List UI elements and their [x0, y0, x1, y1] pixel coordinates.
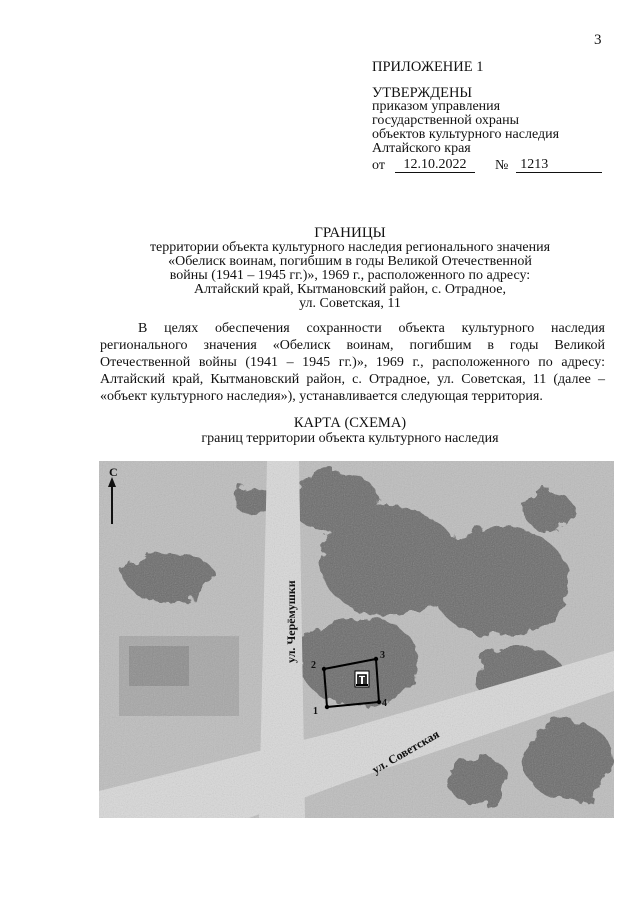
heading-line: территории объекта культурного наследия регионального значения — [149, 240, 551, 255]
order-date: 12.10.2022 — [395, 158, 475, 173]
heading-title: ГРАНИЦЫ — [314, 225, 386, 241]
boundary-point-2 — [322, 667, 326, 671]
approval-line: Алтайского края — [372, 141, 471, 156]
north-label: С — [109, 465, 118, 479]
heading-line: «Обелиск воинам, погибшим в годы Великой Отечественной — [168, 254, 532, 269]
order-number: 1213 — [516, 158, 602, 173]
street-label-cheremushki: ул. Черёмушки — [284, 580, 298, 663]
appendix-label: ПРИЛОЖЕНИЕ 1 — [372, 59, 484, 75]
order-details — [372, 158, 602, 173]
heading-line: войны (1941 – 1945 гг.)», 1969 г., расположенного по адресу: — [169, 268, 531, 283]
map-title-block — [100, 416, 600, 446]
document-heading — [100, 226, 600, 311]
map-title: КАРТА (СХЕМА) — [293, 415, 407, 431]
page-number: 3 — [594, 32, 602, 48]
approval-line: объектов культурного наследия — [372, 127, 560, 142]
approval-line: государственной охраны — [372, 113, 520, 128]
approval-line: приказом управления — [372, 99, 501, 114]
approved-label: УТВЕРЖДЕНЫ — [372, 85, 473, 101]
boundary-point-4 — [377, 700, 381, 704]
boundary-point-3 — [374, 657, 378, 661]
boundary-point-1 — [325, 705, 329, 709]
from-label: от — [372, 158, 385, 173]
intro-paragraph: В целях обеспечения сохранности объекта культурного наследия регионального значения «Обелиск воинам, погибшим в годы Великой Отечественной войны (1941 – 1945 гг.)», 1969 г., расположенного по адресу: Алтайский край, Кытмановский район, с. Отрадное, ул. Советская, 11 (далее – «объект культурного наследия»), устанавливается следующая территория. — [100, 321, 605, 404]
point-label-1: 1 — [313, 706, 318, 717]
monument-icon — [355, 671, 369, 687]
map-image — [99, 461, 614, 818]
map-subtitle: границ территории объекта культурного наследия — [201, 431, 499, 446]
street-label-sovetskaya: ул. Советская — [369, 726, 442, 777]
point-label-4: 4 — [382, 698, 387, 709]
image-grain — [99, 461, 614, 818]
map-scheme — [99, 461, 614, 818]
heading-line: Алтайский край, Кытмановский район, с. Отрадное, — [194, 282, 506, 297]
heading-line: ул. Советская, 11 — [299, 296, 401, 311]
number-sign: № — [494, 158, 509, 173]
point-label-2: 2 — [311, 660, 316, 671]
point-label-3: 3 — [380, 650, 385, 661]
approval-block — [372, 60, 602, 173]
